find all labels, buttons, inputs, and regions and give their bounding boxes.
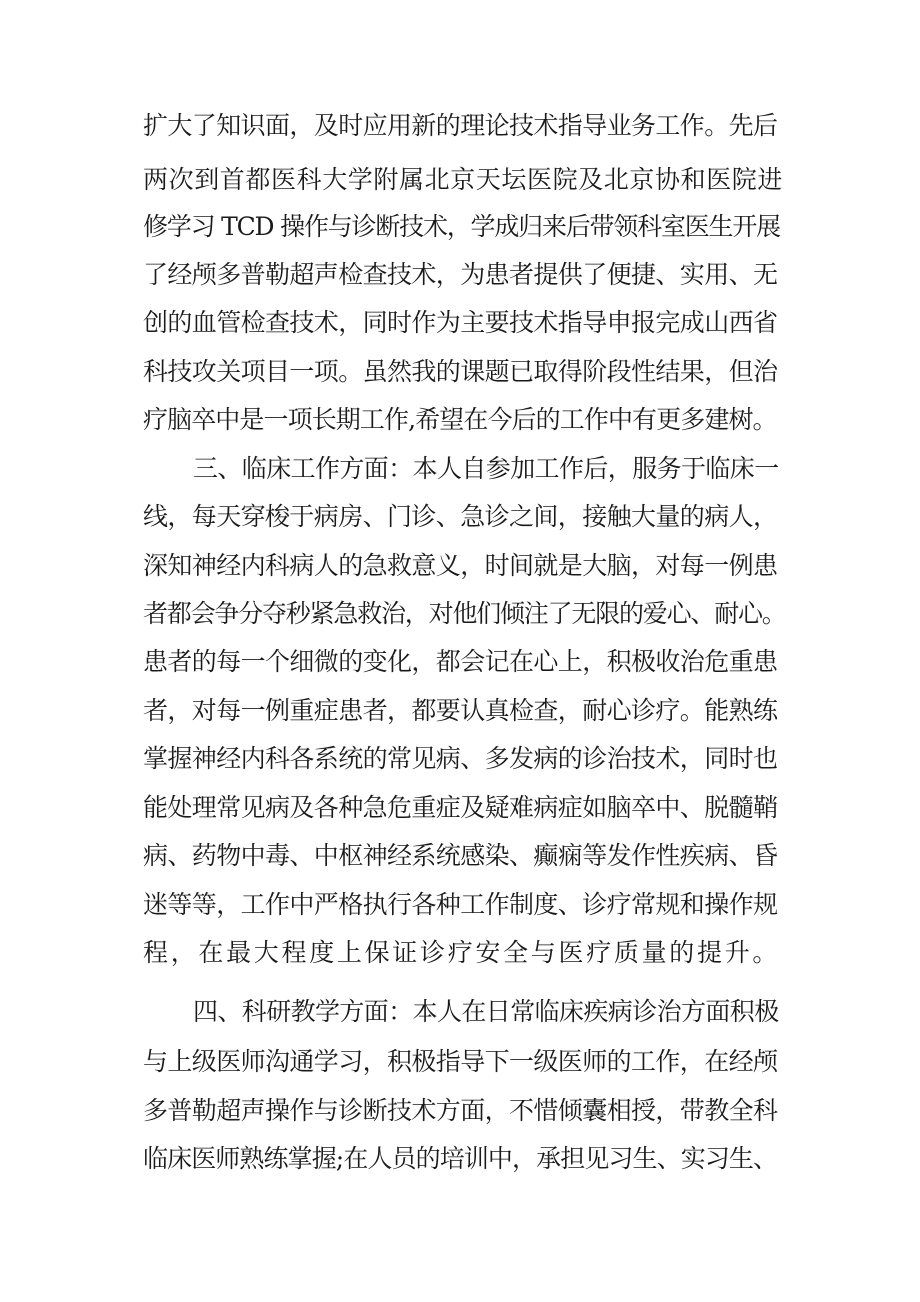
paragraph-line: 病、药物中毒、中枢神经系统感染、癫痫等发作性疾病、昏 [143,841,778,870]
paragraph-line: 能处理常见病及各种急危重症及疑难病症如脑卒中、脱髓鞘 [143,793,778,822]
paragraph-line: 者都会争分夺秒紧急救治，对他们倾注了无限的爱心、耐心。 [143,599,786,628]
paragraph-line: 修学习 TCD 操作与诊断技术，学成归来后带领科室医生开展 [143,212,780,241]
paragraph-line: 患者的每一个细微的变化，都会记在心上，积极收治危重患 [143,647,778,676]
paragraph-line: 创的血管检查技术，同时作为主要技术指导申报完成山西省 [143,308,778,337]
paragraph-line: 多普勒超声操作与诊断技术方面，不惜倾囊相授，带教全科 [143,1096,778,1125]
paragraph-line: 临床医师熟练掌握;在人员的培训中，承担见习生、实习生、 [143,1144,778,1173]
paragraph-line: 掌握神经内科各系统的常见病、多发病的诊治技术，同时也 [143,744,778,773]
paragraph-line: 疗脑卒中是一项长期工作,希望在今后的工作中有更多建树。 [143,405,777,434]
paragraph-line: 迷等等，工作中严格执行各种工作制度、诊疗常规和操作规 [143,890,778,919]
paragraph-line: 两次到首都医科大学附属北京天坛医院及北京协和医院进 [143,165,784,194]
paragraph-line: 线，每天穿梭于病房、门诊、急诊之间，接触大量的病人， [143,502,778,531]
section-heading-research-teaching: 四、科研教学方面：本人在日常临床疾病诊治方面积极 [193,997,779,1026]
paragraph-line: 扩大了知识面，及时应用新的理论技术指导业务工作。先后 [143,111,778,140]
paragraph-line: 者，对每一例重症患者，都要认真检查，耐心诊疗。能熟练 [143,696,778,725]
paragraph-line: 深知神经内科病人的急救意义，时间就是大脑，对每一例患 [143,551,778,580]
paragraph-line: 与上级医师沟通学习，积极指导下一级医师的工作，在经颅 [143,1047,778,1076]
section-heading-clinical: 三、临床工作方面：本人自参加工作后，服务于临床一 [193,454,779,483]
paragraph-line: 了经颅多普勒超声检查技术，为患者提供了便捷、实用、无 [143,260,778,289]
paragraph-line: 程，在最大程度上保证诊疗安全与医疗质量的提升。 [143,938,781,967]
paragraph-line: 科技攻关项目一项。虽然我的课题已取得阶段性结果，但治 [143,357,778,386]
